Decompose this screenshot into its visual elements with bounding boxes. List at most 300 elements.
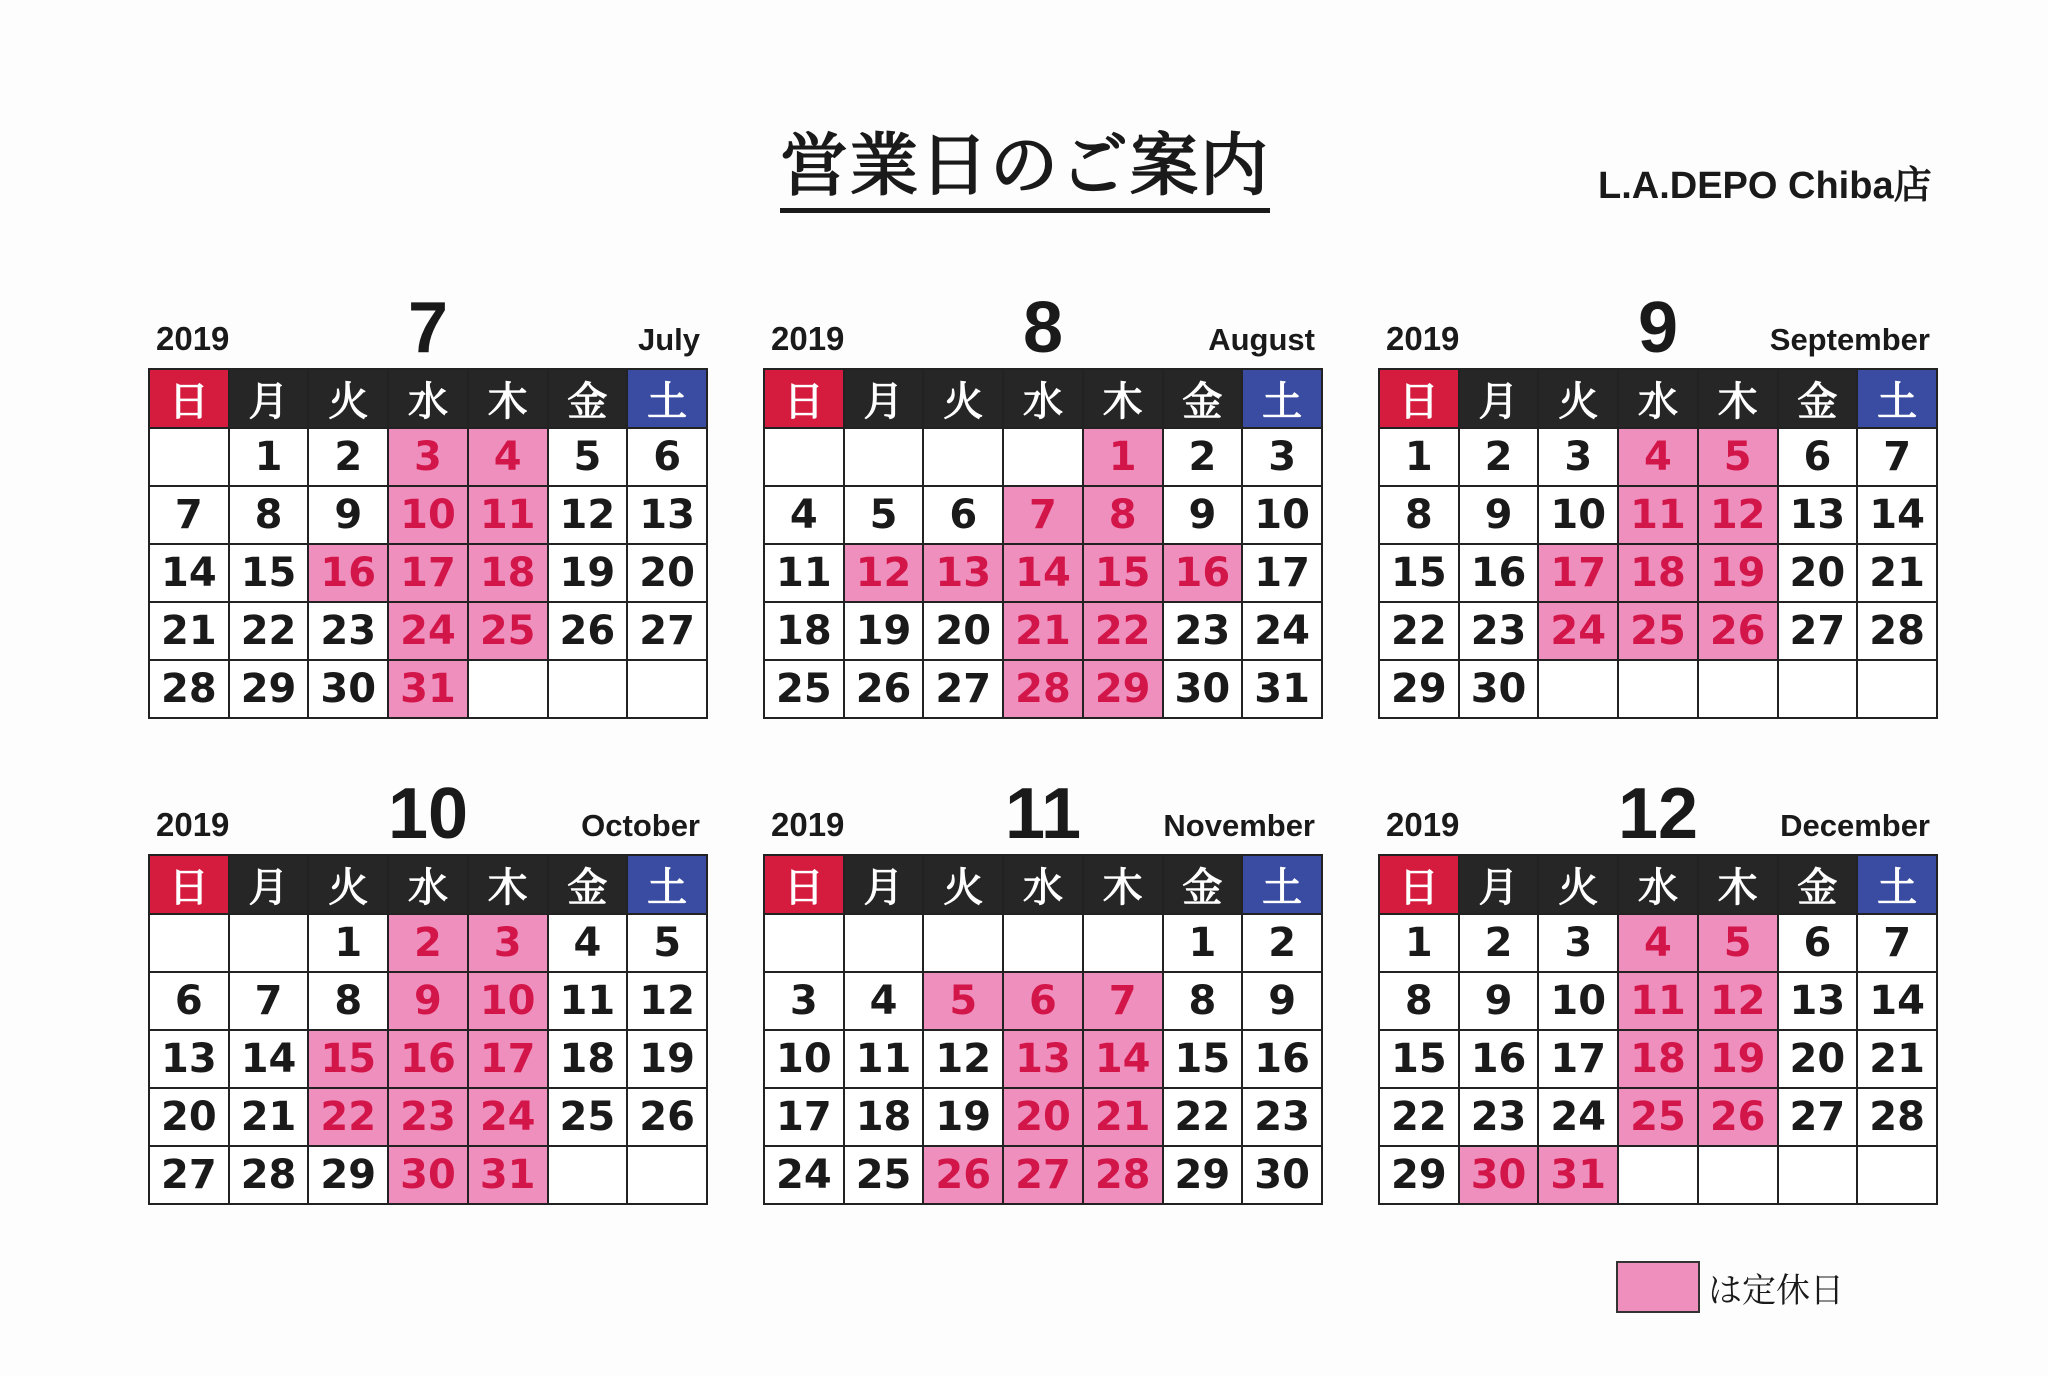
empty-cell	[1083, 914, 1163, 972]
empty-cell	[1538, 660, 1618, 718]
weekday-header: 日	[1379, 855, 1459, 914]
day-cell: 21	[229, 1088, 309, 1146]
week-row	[1379, 1146, 1937, 1204]
weekday-header: 月	[1459, 855, 1539, 914]
empty-cell	[1698, 1146, 1778, 1204]
month-header	[148, 764, 708, 854]
day-cell: 11	[468, 486, 548, 544]
day-cell: 3	[1538, 914, 1618, 972]
month-name: July	[637, 322, 700, 357]
day-cell: 25	[468, 602, 548, 660]
day-cell: 29	[1083, 660, 1163, 718]
day-cell: 8	[1163, 972, 1243, 1030]
day-cell: 10	[1538, 972, 1618, 1030]
day-cell: 7	[1857, 428, 1937, 486]
week-row	[764, 914, 1322, 972]
day-cell: 9	[1459, 972, 1539, 1030]
day-cell: 1	[1379, 428, 1459, 486]
week-row	[149, 660, 707, 718]
month-name: October	[581, 808, 700, 843]
weekday-header-row	[764, 369, 1322, 428]
week-row	[764, 1030, 1322, 1088]
day-cell: 16	[1163, 544, 1243, 602]
month-calendar	[148, 278, 708, 718]
week-row	[1379, 972, 1937, 1030]
day-cell: 4	[548, 914, 628, 972]
weekday-header: 土	[1857, 369, 1937, 428]
day-cell: 18	[468, 544, 548, 602]
day-cell: 22	[308, 1088, 388, 1146]
day-cell: 13	[627, 486, 707, 544]
month-header	[763, 278, 1323, 368]
day-cell: 30	[1459, 660, 1539, 718]
day-cell: 17	[764, 1088, 844, 1146]
month-year: 2019	[771, 806, 845, 843]
day-cell: 19	[627, 1030, 707, 1088]
day-cell: 17	[1242, 544, 1322, 602]
day-cell: 20	[1003, 1088, 1083, 1146]
empty-cell	[764, 428, 844, 486]
day-cell: 29	[1379, 660, 1459, 718]
day-cell: 13	[1778, 972, 1858, 1030]
day-cell: 12	[1698, 972, 1778, 1030]
store-name: L.A.DEPO Chiba店	[1598, 165, 1932, 207]
empty-cell	[149, 914, 229, 972]
week-row	[764, 602, 1322, 660]
empty-cell	[468, 660, 548, 718]
day-cell: 14	[1003, 544, 1083, 602]
weekday-header-row	[1379, 855, 1937, 914]
month-calendar	[148, 764, 708, 1204]
day-cell: 24	[1242, 602, 1322, 660]
day-cell: 24	[388, 602, 468, 660]
day-cell: 24	[1538, 1088, 1618, 1146]
legend-swatch	[1616, 1261, 1700, 1313]
month-year: 2019	[156, 806, 230, 843]
month-number: 11	[1004, 774, 1082, 854]
month-calendar	[763, 278, 1323, 718]
weekday-header: 金	[1163, 855, 1243, 914]
empty-cell	[1003, 914, 1083, 972]
weekday-header: 水	[1618, 855, 1698, 914]
day-cell: 5	[1698, 914, 1778, 972]
week-row	[149, 1146, 707, 1204]
day-cell: 16	[388, 1030, 468, 1088]
month-header	[1378, 764, 1938, 854]
day-cell: 17	[388, 544, 468, 602]
week-row	[1379, 428, 1937, 486]
week-row	[149, 428, 707, 486]
week-row	[1379, 544, 1937, 602]
day-cell: 30	[308, 660, 388, 718]
day-cell: 24	[1538, 602, 1618, 660]
day-cell: 19	[1698, 544, 1778, 602]
day-cell: 3	[764, 972, 844, 1030]
week-row	[764, 972, 1322, 1030]
weekday-header: 金	[1778, 369, 1858, 428]
week-row	[764, 1146, 1322, 1204]
calendar-grid	[763, 854, 1323, 1205]
day-cell: 15	[1163, 1030, 1243, 1088]
day-cell: 12	[627, 972, 707, 1030]
day-cell: 21	[1857, 544, 1937, 602]
page-title: 営業日のご案内	[780, 128, 1270, 213]
day-cell: 20	[1778, 544, 1858, 602]
day-cell: 23	[1242, 1088, 1322, 1146]
weekday-header: 日	[149, 855, 229, 914]
day-cell: 25	[548, 1088, 628, 1146]
day-cell: 7	[1003, 486, 1083, 544]
day-cell: 14	[229, 1030, 309, 1088]
day-cell: 25	[764, 660, 844, 718]
empty-cell	[627, 660, 707, 718]
day-cell: 9	[1163, 486, 1243, 544]
day-cell: 20	[627, 544, 707, 602]
day-cell: 13	[923, 544, 1003, 602]
month-header	[763, 764, 1323, 854]
weekday-header: 火	[1538, 369, 1618, 428]
calendar-grid	[1378, 854, 1938, 1205]
day-cell: 10	[764, 1030, 844, 1088]
weekday-header: 水	[388, 855, 468, 914]
week-row	[1379, 486, 1937, 544]
day-cell: 12	[1698, 486, 1778, 544]
day-cell: 20	[1778, 1030, 1858, 1088]
weekday-header: 水	[1003, 855, 1083, 914]
day-cell: 31	[468, 1146, 548, 1204]
empty-cell	[149, 428, 229, 486]
day-cell: 16	[1242, 1030, 1322, 1088]
day-cell: 5	[1698, 428, 1778, 486]
day-cell: 5	[844, 486, 924, 544]
empty-cell	[1003, 428, 1083, 486]
day-cell: 26	[923, 1146, 1003, 1204]
day-cell: 4	[764, 486, 844, 544]
week-row	[764, 660, 1322, 718]
day-cell: 7	[1083, 972, 1163, 1030]
week-row	[1379, 602, 1937, 660]
day-cell: 15	[229, 544, 309, 602]
day-cell: 11	[1618, 486, 1698, 544]
month-year: 2019	[771, 320, 845, 357]
day-cell: 16	[1459, 1030, 1539, 1088]
empty-cell	[844, 914, 924, 972]
day-cell: 8	[229, 486, 309, 544]
day-cell: 2	[1459, 914, 1539, 972]
day-cell: 17	[1538, 1030, 1618, 1088]
month-number: 7	[407, 288, 449, 368]
week-row	[149, 544, 707, 602]
weekday-header: 土	[627, 369, 707, 428]
weekday-header: 土	[1242, 369, 1322, 428]
day-cell: 17	[1538, 544, 1618, 602]
day-cell: 28	[1857, 602, 1937, 660]
week-row	[149, 914, 707, 972]
day-cell: 15	[1083, 544, 1163, 602]
weekday-header: 木	[1083, 855, 1163, 914]
month-name: September	[1769, 322, 1930, 357]
weekday-header: 月	[229, 369, 309, 428]
day-cell: 21	[1003, 602, 1083, 660]
month-number: 12	[1617, 774, 1699, 854]
legend	[1616, 1262, 1844, 1312]
day-cell: 8	[1379, 486, 1459, 544]
day-cell: 1	[1083, 428, 1163, 486]
day-cell: 20	[923, 602, 1003, 660]
day-cell: 8	[308, 972, 388, 1030]
day-cell: 4	[844, 972, 924, 1030]
empty-cell	[548, 660, 628, 718]
day-cell: 12	[548, 486, 628, 544]
day-cell: 22	[1163, 1088, 1243, 1146]
day-cell: 23	[1459, 602, 1539, 660]
weekday-header: 火	[1538, 855, 1618, 914]
empty-cell	[1698, 660, 1778, 718]
weekday-header: 土	[1242, 855, 1322, 914]
day-cell: 8	[1379, 972, 1459, 1030]
day-cell: 22	[1083, 602, 1163, 660]
month-calendar	[1378, 278, 1938, 718]
calendar-grid	[148, 854, 708, 1205]
day-cell: 10	[1242, 486, 1322, 544]
empty-cell	[229, 914, 309, 972]
day-cell: 11	[548, 972, 628, 1030]
day-cell: 3	[1538, 428, 1618, 486]
day-cell: 22	[229, 602, 309, 660]
month-number: 10	[387, 774, 469, 854]
week-row	[1379, 1030, 1937, 1088]
day-cell: 23	[1163, 602, 1243, 660]
day-cell: 24	[764, 1146, 844, 1204]
day-cell: 9	[1242, 972, 1322, 1030]
empty-cell	[1778, 1146, 1858, 1204]
day-cell: 19	[548, 544, 628, 602]
day-cell: 26	[627, 1088, 707, 1146]
day-cell: 28	[1003, 660, 1083, 718]
day-cell: 7	[229, 972, 309, 1030]
month-name: August	[1208, 322, 1315, 357]
weekday-header: 金	[548, 369, 628, 428]
day-cell: 22	[1379, 1088, 1459, 1146]
day-cell: 3	[468, 914, 548, 972]
weekday-header: 火	[308, 855, 388, 914]
month-header	[1378, 278, 1938, 368]
weekday-header: 木	[1698, 855, 1778, 914]
calendar-grid	[1378, 368, 1938, 719]
day-cell: 18	[548, 1030, 628, 1088]
day-cell: 8	[1083, 486, 1163, 544]
day-cell: 6	[149, 972, 229, 1030]
day-cell: 28	[149, 660, 229, 718]
day-cell: 29	[1379, 1146, 1459, 1204]
day-cell: 16	[308, 544, 388, 602]
day-cell: 5	[627, 914, 707, 972]
day-cell: 10	[468, 972, 548, 1030]
day-cell: 19	[844, 602, 924, 660]
day-cell: 6	[627, 428, 707, 486]
weekday-header-row	[149, 369, 707, 428]
day-cell: 9	[308, 486, 388, 544]
weekday-header: 金	[1163, 369, 1243, 428]
weekday-header: 水	[1003, 369, 1083, 428]
day-cell: 7	[1857, 914, 1937, 972]
day-cell: 23	[388, 1088, 468, 1146]
day-cell: 28	[229, 1146, 309, 1204]
day-cell: 15	[308, 1030, 388, 1088]
day-cell: 1	[229, 428, 309, 486]
calendar-grid	[148, 368, 708, 719]
day-cell: 24	[468, 1088, 548, 1146]
weekday-header: 火	[923, 369, 1003, 428]
day-cell: 2	[308, 428, 388, 486]
day-cell: 6	[1778, 428, 1858, 486]
weekday-header: 水	[388, 369, 468, 428]
day-cell: 18	[1618, 544, 1698, 602]
day-cell: 14	[1083, 1030, 1163, 1088]
day-cell: 13	[149, 1030, 229, 1088]
week-row	[764, 428, 1322, 486]
empty-cell	[1857, 1146, 1937, 1204]
day-cell: 30	[388, 1146, 468, 1204]
week-row	[1379, 1088, 1937, 1146]
empty-cell	[764, 914, 844, 972]
weekday-header: 日	[764, 369, 844, 428]
day-cell: 14	[1857, 486, 1937, 544]
day-cell: 3	[388, 428, 468, 486]
day-cell: 27	[1778, 1088, 1858, 1146]
day-cell: 12	[844, 544, 924, 602]
day-cell: 13	[1778, 486, 1858, 544]
day-cell: 25	[1618, 602, 1698, 660]
week-row	[764, 1088, 1322, 1146]
month-number: 8	[1022, 288, 1064, 368]
empty-cell	[1778, 660, 1858, 718]
day-cell: 18	[844, 1088, 924, 1146]
day-cell: 29	[308, 1146, 388, 1204]
month-year: 2019	[156, 320, 230, 357]
empty-cell	[1618, 1146, 1698, 1204]
day-cell: 19	[1698, 1030, 1778, 1088]
legend-text: は定休日	[1708, 1270, 1844, 1311]
day-cell: 1	[308, 914, 388, 972]
week-row	[149, 602, 707, 660]
weekday-header: 金	[1778, 855, 1858, 914]
day-cell: 26	[548, 602, 628, 660]
weekday-header: 月	[844, 369, 924, 428]
empty-cell	[923, 914, 1003, 972]
day-cell: 22	[1379, 602, 1459, 660]
weekday-header: 火	[923, 855, 1003, 914]
weekday-header: 火	[308, 369, 388, 428]
day-cell: 18	[764, 602, 844, 660]
day-cell: 27	[149, 1146, 229, 1204]
day-cell: 9	[388, 972, 468, 1030]
day-cell: 25	[1618, 1088, 1698, 1146]
day-cell: 21	[1857, 1030, 1937, 1088]
day-cell: 23	[308, 602, 388, 660]
weekday-header: 日	[764, 855, 844, 914]
day-cell: 1	[1379, 914, 1459, 972]
month-name: November	[1163, 808, 1315, 843]
day-cell: 29	[229, 660, 309, 718]
weekday-header: 木	[1698, 369, 1778, 428]
weekday-header: 日	[1379, 369, 1459, 428]
day-cell: 31	[1242, 660, 1322, 718]
day-cell: 2	[1163, 428, 1243, 486]
day-cell: 5	[923, 972, 1003, 1030]
weekday-header-row	[764, 855, 1322, 914]
day-cell: 31	[388, 660, 468, 718]
week-row	[1379, 914, 1937, 972]
day-cell: 15	[1379, 1030, 1459, 1088]
month-year: 2019	[1386, 806, 1460, 843]
day-cell: 12	[923, 1030, 1003, 1088]
day-cell: 30	[1459, 1146, 1539, 1204]
day-cell: 4	[1618, 914, 1698, 972]
day-cell: 26	[1698, 602, 1778, 660]
month-name: December	[1780, 808, 1930, 843]
month-header	[148, 278, 708, 368]
day-cell: 14	[1857, 972, 1937, 1030]
day-cell: 20	[149, 1088, 229, 1146]
day-cell: 17	[468, 1030, 548, 1088]
day-cell: 26	[1698, 1088, 1778, 1146]
day-cell: 28	[1083, 1146, 1163, 1204]
day-cell: 3	[1242, 428, 1322, 486]
month-year: 2019	[1386, 320, 1460, 357]
day-cell: 28	[1857, 1088, 1937, 1146]
month-calendar	[1378, 764, 1938, 1204]
day-cell: 15	[1379, 544, 1459, 602]
week-row	[149, 1030, 707, 1088]
day-cell: 23	[1459, 1088, 1539, 1146]
day-cell: 27	[923, 660, 1003, 718]
day-cell: 18	[1618, 1030, 1698, 1088]
day-cell: 10	[1538, 486, 1618, 544]
empty-cell	[627, 1146, 707, 1204]
week-row	[764, 486, 1322, 544]
weekday-header: 水	[1618, 369, 1698, 428]
calendar-grid	[763, 368, 1323, 719]
weekday-header: 金	[548, 855, 628, 914]
day-cell: 11	[1618, 972, 1698, 1030]
day-cell: 4	[468, 428, 548, 486]
day-cell: 30	[1242, 1146, 1322, 1204]
month-number: 9	[1637, 288, 1679, 368]
day-cell: 26	[844, 660, 924, 718]
day-cell: 6	[1003, 972, 1083, 1030]
day-cell: 16	[1459, 544, 1539, 602]
weekday-header: 木	[1083, 369, 1163, 428]
day-cell: 30	[1163, 660, 1243, 718]
weekday-header: 月	[229, 855, 309, 914]
day-cell: 2	[1242, 914, 1322, 972]
empty-cell	[923, 428, 1003, 486]
day-cell: 27	[1778, 602, 1858, 660]
day-cell: 21	[1083, 1088, 1163, 1146]
week-row	[1379, 660, 1937, 718]
weekday-header-row	[149, 855, 707, 914]
day-cell: 6	[1778, 914, 1858, 972]
week-row	[149, 1088, 707, 1146]
day-cell: 19	[923, 1088, 1003, 1146]
empty-cell	[844, 428, 924, 486]
day-cell: 4	[1618, 428, 1698, 486]
day-cell: 11	[844, 1030, 924, 1088]
day-cell: 11	[764, 544, 844, 602]
day-cell: 25	[844, 1146, 924, 1204]
weekday-header-row	[1379, 369, 1937, 428]
